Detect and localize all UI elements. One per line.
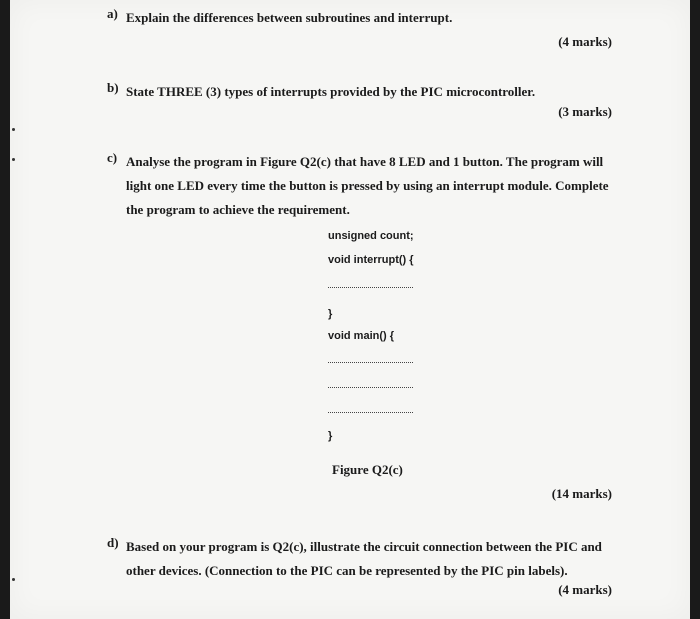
question-b-marks: (3 marks) (558, 104, 612, 119)
code-close-brace: } (328, 308, 333, 320)
exam-page (10, 0, 690, 619)
blank-fill-line (328, 412, 413, 413)
margin-dot (12, 158, 15, 161)
figure-caption: Figure Q2(c) (332, 462, 403, 477)
question-a-text: Explain the differences between subroutines and interrupt. (126, 10, 453, 25)
code-line-void-interrupt: void interrupt() { (328, 254, 414, 266)
code-line-unsigned-count: unsigned count; (328, 230, 414, 242)
question-b-label: b) (107, 80, 119, 95)
question-c-line-3: the program to achieve the requirement. (126, 202, 350, 217)
question-c-marks: (14 marks) (551, 486, 612, 501)
question-a-label: a) (107, 6, 118, 21)
question-d-line-2: other devices. (Connection to the PIC can be represented by the PIC pin labels). (126, 563, 568, 578)
question-a-marks: (4 marks) (558, 34, 612, 49)
question-c-line-2: light one LED every time the button is pressed by using an interrupt module. Complete (126, 178, 609, 193)
blank-fill-line (328, 287, 413, 288)
margin-dot (12, 128, 15, 131)
question-d-line-1: Based on your program is Q2(c), illustrate the circuit connection between the PIC and (126, 539, 602, 554)
question-d-label: d) (107, 535, 119, 550)
code-line-void-main: void main() { (328, 330, 395, 342)
code-close-brace: } (328, 430, 333, 442)
question-d-marks: (4 marks) (558, 582, 612, 597)
blank-fill-line (328, 362, 413, 363)
margin-dot (12, 578, 15, 581)
blank-fill-line (328, 387, 413, 388)
question-b-text: State THREE (3) types of interrupts provided by the PIC microcontroller. (126, 84, 536, 99)
question-c-line-1: Analyse the program in Figure Q2(c) that have 8 LED and 1 button. The program will (126, 154, 604, 169)
question-c-label: c) (107, 150, 118, 165)
